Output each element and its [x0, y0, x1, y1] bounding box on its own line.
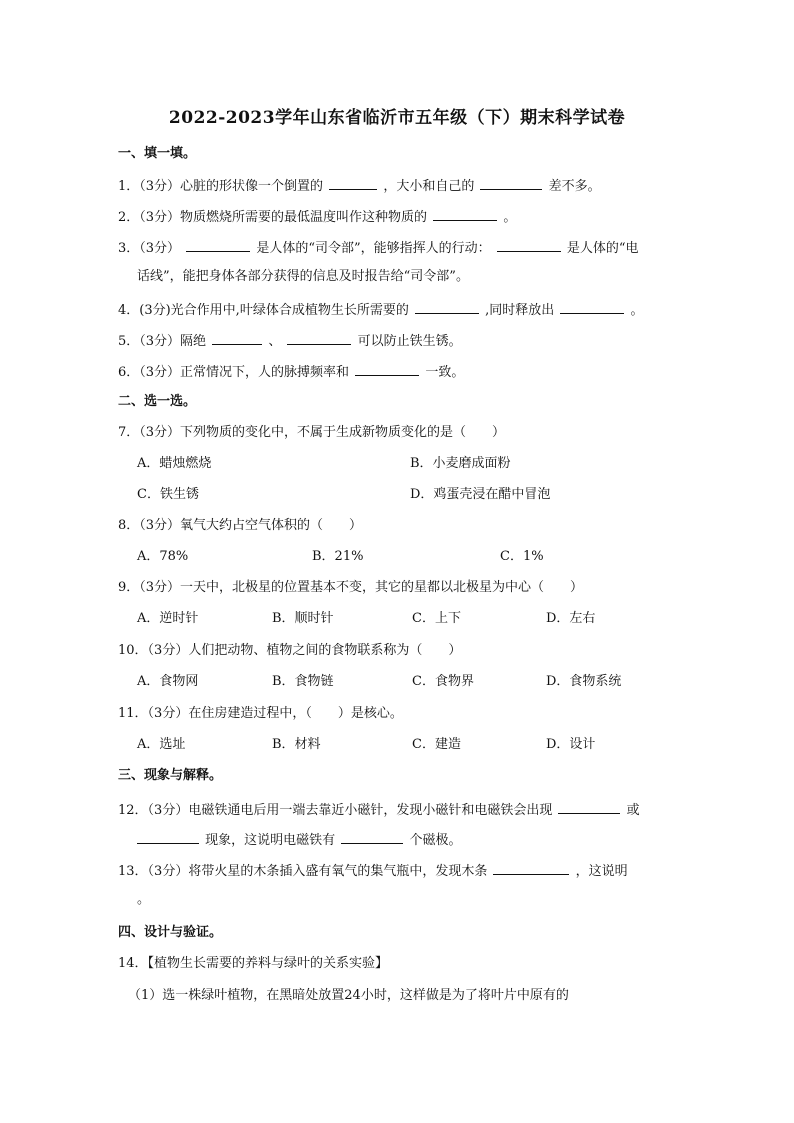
answer-blank [186, 238, 250, 252]
question-3: 3．（3分） 是人体的“司令部”，能够指挥人的行动： 是人体的“电 [118, 238, 639, 258]
answer-blank [497, 238, 561, 252]
q7-option-c: C．铁生锈 [137, 487, 199, 502]
answer-blank [212, 331, 262, 345]
q7-option-b: B．小麦磨成面粉 [410, 456, 511, 471]
question-8: 8．（3分）氧气大约占空气体积的（ ） [118, 518, 363, 533]
answer-blank [433, 207, 497, 221]
question-12: 12．（3分）电磁铁通电后用一端去靠近小磁针，发现小磁针和电磁铁会出现 或 [118, 800, 640, 820]
question-13: 13．（3分）将带火星的木条插入盛有氧气的集气瓶中，发现木条 ，这说明 [118, 861, 628, 881]
answer-blank [287, 331, 351, 345]
section-heading-fill-in: 一、填一填。 [118, 146, 197, 161]
question-3-continued: 话线”，能把身体各部分获得的信息及时报告给“司令部”。 [137, 269, 469, 284]
q8-option-a: A．78% [137, 549, 189, 564]
q10-option-b: B．食物链 [272, 674, 334, 689]
q7-option-d: D．鸡蛋壳浸在醋中冒泡 [410, 487, 551, 502]
q9-option-b: B．顺时针 [272, 611, 334, 626]
answer-blank [558, 800, 620, 814]
q11-option-d: D．设计 [546, 737, 596, 752]
section-heading-phenomena: 三、现象与解释。 [118, 768, 223, 783]
q10-option-a: A．食物网 [137, 674, 199, 689]
answer-blank [493, 861, 569, 875]
q11-option-a: A．选址 [137, 737, 186, 752]
q10-option-c: C．食物界 [412, 674, 474, 689]
answer-blank [415, 300, 479, 314]
q8-option-b: B．21% [312, 549, 364, 564]
question-1: 1．（3分）心脏的形状像一个倒置的 ，大小和自己的 差不多。 [118, 176, 601, 196]
question-7: 7．（3分）下列物质的变化中，不属于生成新物质变化的是（ ） [118, 425, 506, 440]
answer-blank [329, 176, 377, 190]
q11-option-c: C．建造 [412, 737, 461, 752]
question-13-continued: 。 [137, 892, 151, 907]
q7-option-a: A．蜡烛燃烧 [137, 456, 212, 471]
question-6: 6．（3分）正常情况下，人的脉搏频率和 一致。 [118, 362, 464, 382]
answer-blank [355, 362, 419, 376]
question-14-part-1: （1）选一株绿叶植物，在黑暗处放置24小时，这样做是为了将叶片中原有的 [128, 988, 569, 1003]
question-9: 9．（3分）一天中，北极星的位置基本不变，其它的星都以北极星为中心（ ） [118, 580, 584, 595]
question-11: 11．（3分）在住房建造过程中，（ ）是核心。 [118, 706, 403, 721]
answer-blank [137, 830, 199, 844]
question-12-continued: 现象，这说明电磁铁有 个磁极。 [137, 830, 461, 850]
q9-option-a: A．逆时针 [137, 611, 199, 626]
q10-option-d: D．食物系统 [546, 674, 622, 689]
question-10: 10．（3分）人们把动物、植物之间的食物联系称为（ ） [118, 643, 462, 658]
section-heading-choose: 二、选一选。 [118, 394, 197, 409]
question-5: 5．（3分）隔绝 、 可以防止铁生锈。 [118, 331, 462, 351]
answer-blank [341, 830, 403, 844]
q8-option-c: C．1% [500, 549, 544, 564]
answer-blank [560, 300, 624, 314]
exam-title: 2022-2023学年山东省临沂市五年级（下）期末科学试卷 [168, 108, 626, 128]
q9-option-c: C．上下 [412, 611, 461, 626]
section-heading-design: 四、设计与验证。 [118, 925, 223, 940]
answer-blank [480, 176, 542, 190]
q9-option-d: D．左右 [546, 611, 596, 626]
q11-option-b: B．材料 [272, 737, 321, 752]
question-14-title: 14．【植物生长需要的养料与绿叶的关系实验】 [118, 956, 389, 971]
question-2: 2．（3分）物质燃烧所需要的最低温度叫作这种物质的 。 [118, 207, 516, 227]
question-4: 4．(3分)光合作用中,叶绿体合成植物生长所需要的 ,同时释放出 。 [118, 300, 644, 320]
